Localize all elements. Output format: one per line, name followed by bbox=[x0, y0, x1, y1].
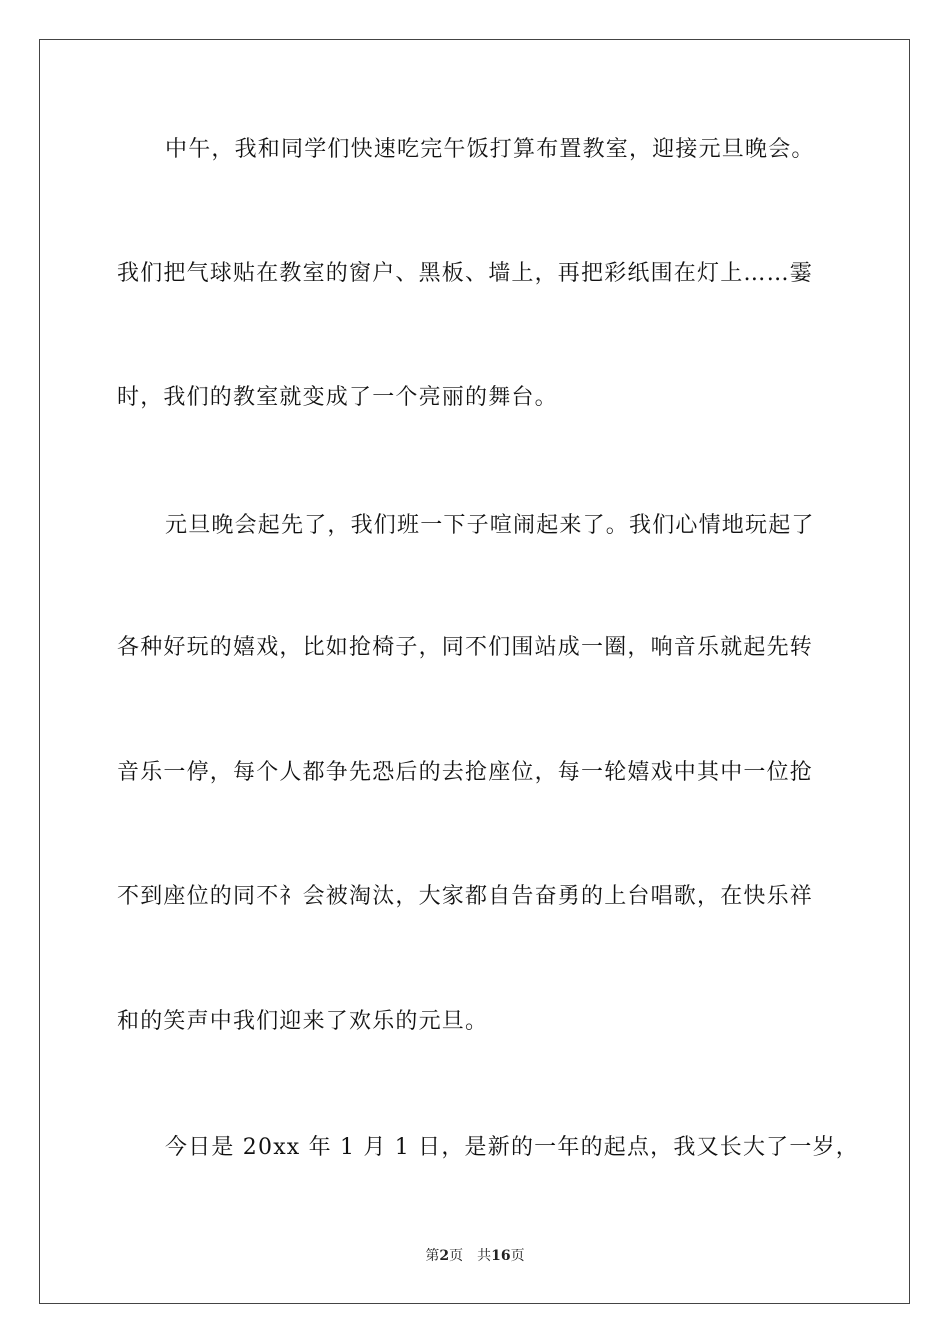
text-line-1: 中午，我和同学们快速吃完午饭打算布置教室，迎接元旦晚会。 bbox=[165, 137, 815, 162]
text-line-6: 音乐一停，每个人都争先恐后的去抢座位，每一轮嬉戏中其中一位抢 bbox=[117, 760, 814, 785]
text-line-9: 今日是 20xx 年 1 月 1 日，是新的一年的起点，我又长大了一岁， bbox=[165, 1135, 859, 1160]
text-line-2: 我们把气球贴在教室的窗户、黑板、墙上，再把彩纸围在灯上……霎 bbox=[117, 261, 814, 286]
footer-page-suffix: 页 bbox=[449, 1248, 464, 1264]
footer-total-number: 16 bbox=[491, 1248, 511, 1264]
text-line-4: 元旦晚会起先了，我们班一下子喧闹起来了。我们心情地玩起了 bbox=[165, 513, 815, 538]
text-line-3: 时，我们的教室就变成了一个亮丽的舞台。 bbox=[117, 385, 558, 410]
footer-total-suffix: 页 bbox=[510, 1248, 525, 1264]
footer-total-prefix: 共 bbox=[477, 1248, 492, 1264]
text-line-8: 和的笑声中我们迎来了欢乐的元旦。 bbox=[117, 1009, 489, 1034]
footer-page-prefix: 第 bbox=[425, 1248, 440, 1264]
page-footer bbox=[0, 1247, 950, 1265]
text-line-5: 各种好玩的嬉戏，比如抢椅子，同不们围站成一圈，响音乐就起先转 bbox=[117, 635, 814, 660]
page-border bbox=[39, 39, 910, 1304]
footer-page-number: 2 bbox=[439, 1248, 450, 1264]
text-line-7: 不到座位的同不礻会被淘汰，大家都自告奋勇的上台唱歌，在快乐祥 bbox=[117, 884, 814, 909]
